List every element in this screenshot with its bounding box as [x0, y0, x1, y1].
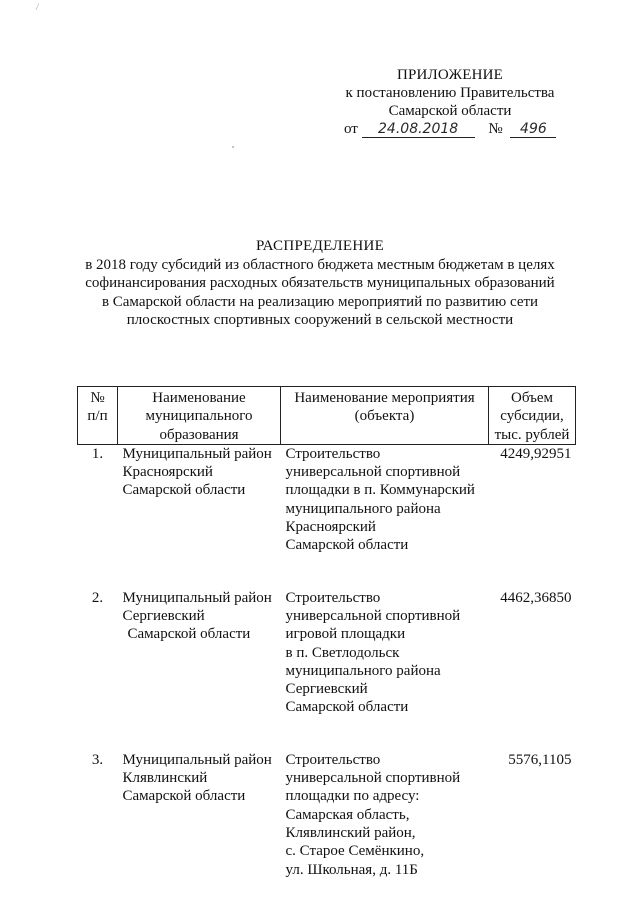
- header-municipality: Наименование муниципального образования: [118, 387, 281, 445]
- row-object: Строительство универсальной спортивной площадки в п. Коммунарский муниципального района Красноярский Самарской области: [285, 445, 475, 554]
- row-number: 3.: [91, 751, 104, 768]
- speck: [232, 146, 234, 148]
- row-object: Строительство универсальной спортивной игровой площадки в п. Светлодольск муниципального района Сергиевский Самарской области: [285, 589, 461, 716]
- row-amount: 4462,36850: [500, 589, 572, 606]
- appendix-line-1: к постановлению Правительства: [345, 85, 555, 101]
- table-row: [78, 751, 576, 879]
- header-object: Наименование мероприятия (объекта): [281, 387, 489, 445]
- heading-line-4: плоскостных спортивных сооружений в сельской местности: [126, 312, 514, 328]
- row-object: Строительство универсальной спортивной площадки по адресу: Самарская область, Клявлинский район, с. Старое Семёнкино, ул. Школьная, д. 11Б: [285, 751, 461, 878]
- row-amount: 4249,92951: [500, 445, 572, 462]
- from-label: от: [344, 121, 358, 137]
- distribution-table-wrap: [77, 386, 576, 879]
- row-amount: 5576,1105: [508, 751, 572, 768]
- row-number: 2.: [91, 589, 104, 606]
- appendix-header: [330, 66, 570, 120]
- heading-line-2: софинансирования расходных обязательств муниципальных образований: [85, 275, 555, 291]
- row-municipality: Муниципальный район Клявлинский Самарской области: [122, 751, 272, 805]
- table-header-row: [78, 387, 576, 445]
- header-num: № п/п: [78, 387, 118, 445]
- row-spacer: [78, 717, 576, 751]
- number-label: №: [488, 121, 503, 137]
- row-spacer: [78, 555, 576, 589]
- row-number: 1.: [91, 445, 104, 462]
- heading-line-3: в Самарской области на реализацию мероприятий по развитию сети: [101, 293, 539, 310]
- row-municipality: Муниципальный район Красноярский Самарской области: [122, 445, 272, 499]
- document-title: РАСПРЕДЕЛЕНИЕ: [255, 238, 385, 254]
- handwritten-date: 24.08.2018: [362, 121, 475, 138]
- handwritten-number: 496: [510, 121, 556, 138]
- heading-line-1: в 2018 году субсидий из областного бюджета местным бюджетам в целях: [85, 256, 555, 273]
- row-municipality: Муниципальный район Сергиевский Самарской области: [122, 589, 272, 643]
- appendix-line-2: Самарской области: [388, 103, 512, 119]
- distribution-table: [77, 386, 576, 879]
- table-row: [78, 444, 576, 554]
- header-amount: Объем субсидии, тыс. рублей: [489, 387, 576, 445]
- resolution-date-number: [344, 120, 574, 138]
- document-heading: [60, 237, 580, 330]
- stray-mark: /: [36, 2, 39, 12]
- appendix-title: ПРИЛОЖЕНИЕ: [396, 67, 504, 83]
- table-row: [78, 589, 576, 717]
